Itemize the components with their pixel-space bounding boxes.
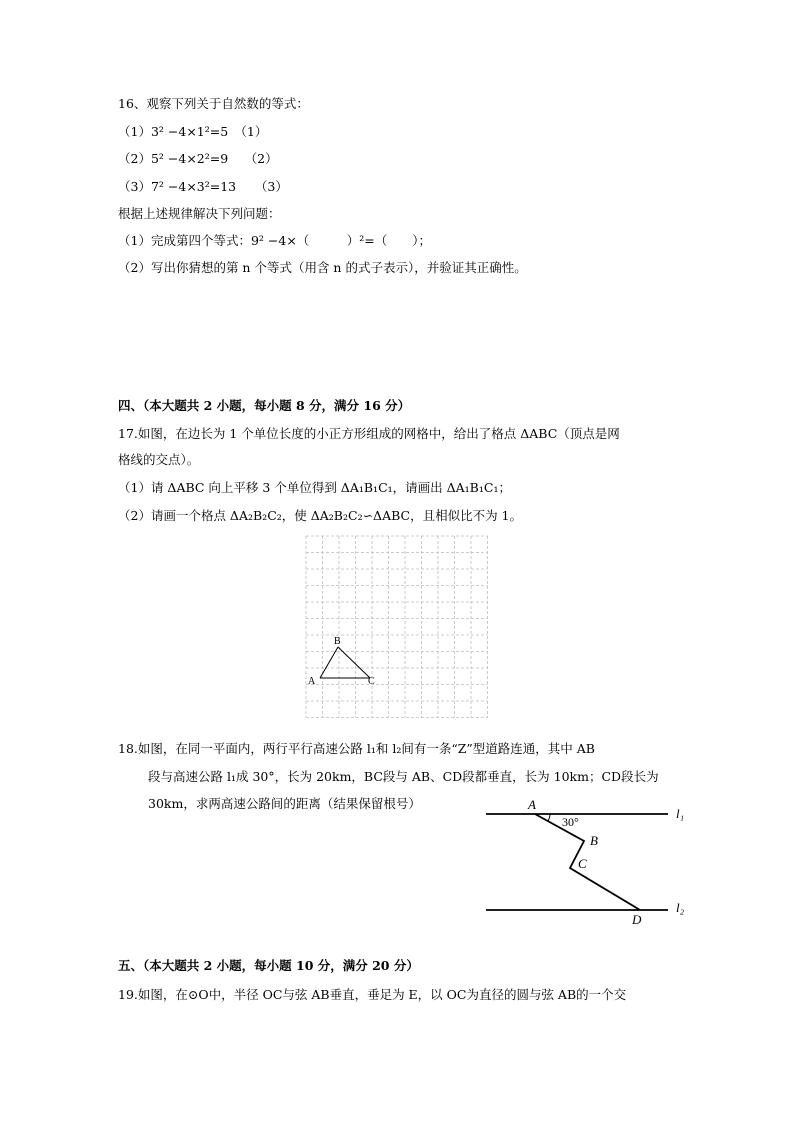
point-c-label: C [578, 856, 587, 871]
point-b-label: B [590, 833, 598, 848]
point-d-label: D [632, 912, 642, 927]
q17-subquestion-1: （1）请 ΔABC 向上平移 3 个单位得到 ΔA₁B₁C₁，请画出 ΔA₁B₁C₁； [118, 480, 511, 495]
section-4-heading: 四、（本大题共 2 小题，每小题 8 分，满分 16 分） [118, 398, 411, 413]
z-road [535, 814, 640, 910]
q16-equation-3: （3）7² −4×3²=13 （3） [118, 179, 288, 194]
q18-road-figure [480, 790, 700, 930]
q18-line-3: 30km，求两高速公路间的距离（结果保留根号） [148, 796, 421, 811]
q16-prompt: 根据上述规律解决下列问题： [118, 206, 281, 221]
section-5-heading: 五、（本大题共 2 小题，每小题 10 分，满分 20 分） [118, 958, 419, 973]
angle-label: 30° [562, 815, 579, 829]
q18-line-2: 段与高速公路 l₁成 30°，长为 20km，BC段与 AB、CD段都垂直，长为 10km；CD段长为 [148, 769, 659, 784]
point-b-label: B [334, 636, 341, 647]
point-a-label: A [528, 797, 536, 812]
q19-line-1: 19.如图，在⊙O中，半径 OC与弦 AB垂直，垂足为 E，以 OC为直径的圆与弦 AB的一个交 [118, 987, 627, 1002]
q16-subquestion-1: （1）完成第四个等式：9² −4×（ ）²=（ ）； [118, 233, 432, 248]
point-c-label: C [368, 676, 375, 687]
q17-grid-figure [300, 530, 500, 730]
q16-equation-1: （1）3² −4×1²=5 （1） [118, 124, 268, 139]
q18-line-1: 18.如图，在同一平面内，两行平行高速公路 l₁和 l₂间有一条“Z”型道路连通，其中 AB [118, 741, 595, 756]
q17-line-1: 17.如图，在边长为 1 个单位长度的小正方形组成的网格中，给出了格点 ΔABC（顶点是网 [118, 426, 620, 441]
q16-title: 16、观察下列关于自然数的等式： [118, 96, 309, 111]
q16-equation-2: （2）5² −4×2²=9 （2） [118, 151, 278, 166]
point-a-label: A [308, 676, 316, 687]
l2-label: l₂ [676, 900, 685, 915]
grid-lines [306, 536, 488, 718]
l1-label: l₁ [676, 806, 685, 821]
q17-line-2: 格线的交点）。 [118, 452, 200, 467]
q16-subquestion-2: （2）写出你猜想的第 n 个等式（用含 n 的式子表示），并验证其正确性。 [118, 260, 527, 275]
q17-subquestion-2: （2）请画一个格点 ΔA₂B₂C₂，使 ΔA₂B₂C₂∽ΔABC，且相似比不为 1。 [118, 508, 523, 523]
angle-arc [548, 814, 550, 821]
